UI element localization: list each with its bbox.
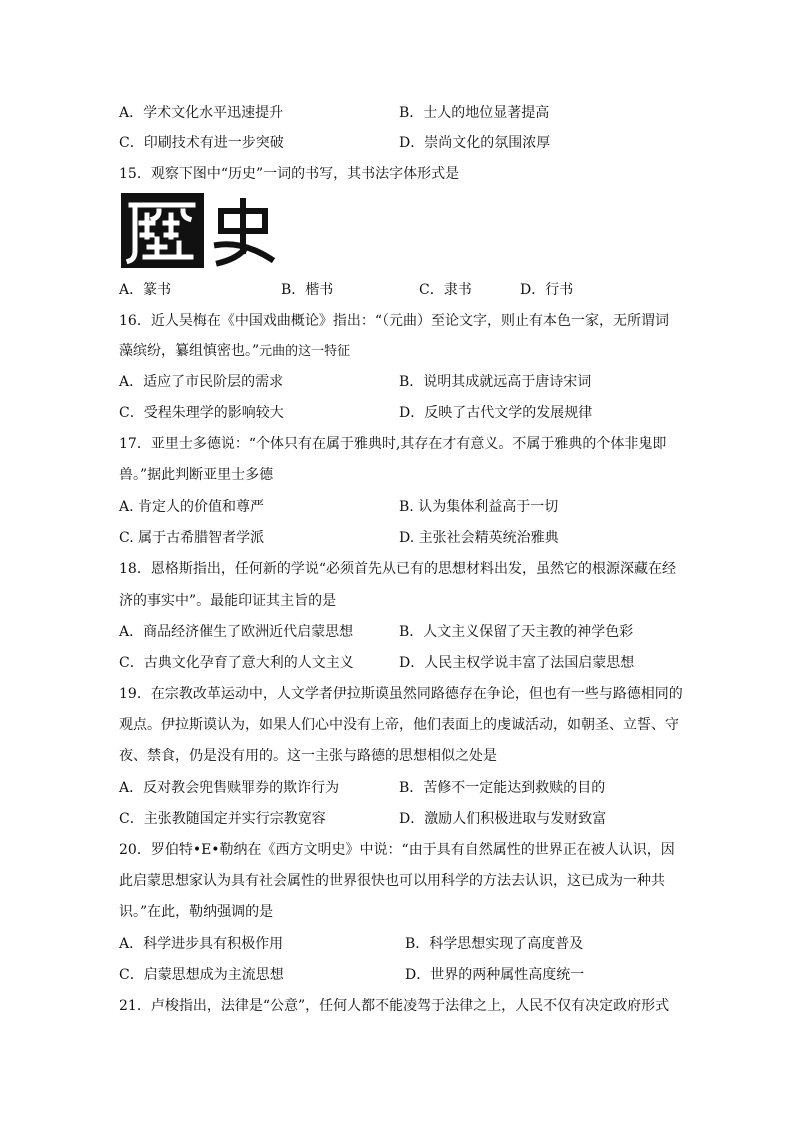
q19-option-d: D．激励人们积极进取与发财致富 (399, 811, 607, 827)
q16-line-2-quote: 藻缤纷，纂组慎密也。” (119, 343, 260, 359)
q18-option-a: A．商品经济催生了欧洲近代启蒙思想 (119, 624, 354, 640)
q18-line-2: 济的事实中”。最能印证其主旨的是 (119, 593, 337, 609)
q16-option-b: B．说明其成就远高于唐诗宋词 (399, 374, 592, 390)
q19-line-1: 19．在宗教改革运动中，人文学者伊拉斯谟虽然同路德存在争论，但也有一些与路德相同的 (119, 686, 683, 702)
q17-line-1: 17．亚里士多德说：“个体只有在属于雅典时,其存在才有意义。不属于雅典的个体非鬼即 (119, 436, 667, 452)
q18-option-c: C．古典文化孕育了意大利的人文主义 (119, 655, 354, 671)
q20-option-c: C．启蒙思想成为主流思想 (119, 967, 284, 983)
q21-line-1: 21．卢梭指出，法律是“公意”，任何人都不能凌驾于法律之上，人民不仅有决定政府形式 (119, 998, 670, 1014)
q14-option-a: A．学术文化水平迅速提升 (119, 105, 284, 121)
seal-script-image (121, 193, 283, 268)
q15-option-c: C．隶书 (419, 282, 472, 298)
q17-line-2: 兽。”据此判断亚里士多德 (119, 467, 274, 483)
q19-option-c: C．主张教随国定并实行宗教宽容 (119, 811, 326, 827)
q16-option-a: A．适应了市民阶层的需求 (119, 374, 284, 390)
q15-option-a: A．篆书 (119, 282, 172, 298)
q20-line-1: 20．罗伯特•E•勒纳在《西方文明史》中说：“由于具有自然属性的世界正在被人认识，因 (119, 842, 675, 858)
q17-option-d: D. 主张社会精英统治雅典 (399, 530, 559, 546)
q20-line-2: 此启蒙思想家认为具有社会属性的世界很快也可以用科学的方法去认识，这已成为一种共 (119, 873, 665, 889)
q20-option-a: A．科学进步具有积极作用 (119, 936, 284, 952)
q16-line-2 (119, 341, 350, 361)
q17-option-b: B. 认为集体利益高于一切 (399, 499, 559, 515)
q16-line-2-tail: 元曲的这一特征 (259, 344, 351, 359)
q14-option-d: D．崇尚文化的氛围浓厚 (399, 135, 551, 151)
q14-option-b: B．士人的地位显著提高 (399, 105, 550, 121)
q20-line-3: 识。”在此，勒纳强调的是 (119, 904, 274, 920)
q19-option-b: B．苦修不一定能达到救赎的目的 (399, 780, 606, 796)
q15-option-b: B．楷书 (281, 282, 334, 298)
q17-option-c: C. 属于古希腊智者学派 (119, 530, 265, 546)
q16-line-1: 16．近人吴梅在《中国戏曲概论》指出：“（元曲）至论文字，则止有本色一家，无所谓词 (119, 313, 669, 329)
q14-option-c: C．印刷技术有进一步突破 (119, 135, 284, 151)
q18-option-b: B．人文主义保留了天主教的神学色彩 (399, 624, 634, 640)
q19-line-3: 夜、禁食，仍是没有用的。这一主张与路德的思想相似之处是 (119, 748, 497, 764)
q16-option-d: D．反映了古代文学的发展规律 (399, 405, 593, 421)
q19-line-2: 观点。伊拉斯谟认为，如果人们心中没有上帝，他们表面上的虔诚活动，如朝圣、立誓、守 (119, 717, 679, 733)
q20-option-b: B．科学思想实现了高度普及 (405, 936, 584, 952)
q15-stem: 15．观察下图中“历史”一词的书写，其书法字体形式是 (119, 166, 460, 182)
q18-option-d: D．人民主权学说丰富了法国启蒙思想 (399, 655, 635, 671)
q16-option-c: C．受程朱理学的影响较大 (119, 405, 284, 421)
q20-option-d: D．世界的两种属性高度统一 (405, 967, 585, 983)
q19-option-a: A．反对教会兜售赎罪券的欺诈行为 (119, 780, 340, 796)
q15-option-d: D．行书 (520, 282, 574, 298)
q18-line-1: 18．恩格斯指出，任何新的学说“必须首先从已有的思想材料出发，虽然它的根源深藏在经 (119, 561, 676, 577)
q17-option-a: A. 肯定人的价值和尊严 (119, 499, 265, 515)
